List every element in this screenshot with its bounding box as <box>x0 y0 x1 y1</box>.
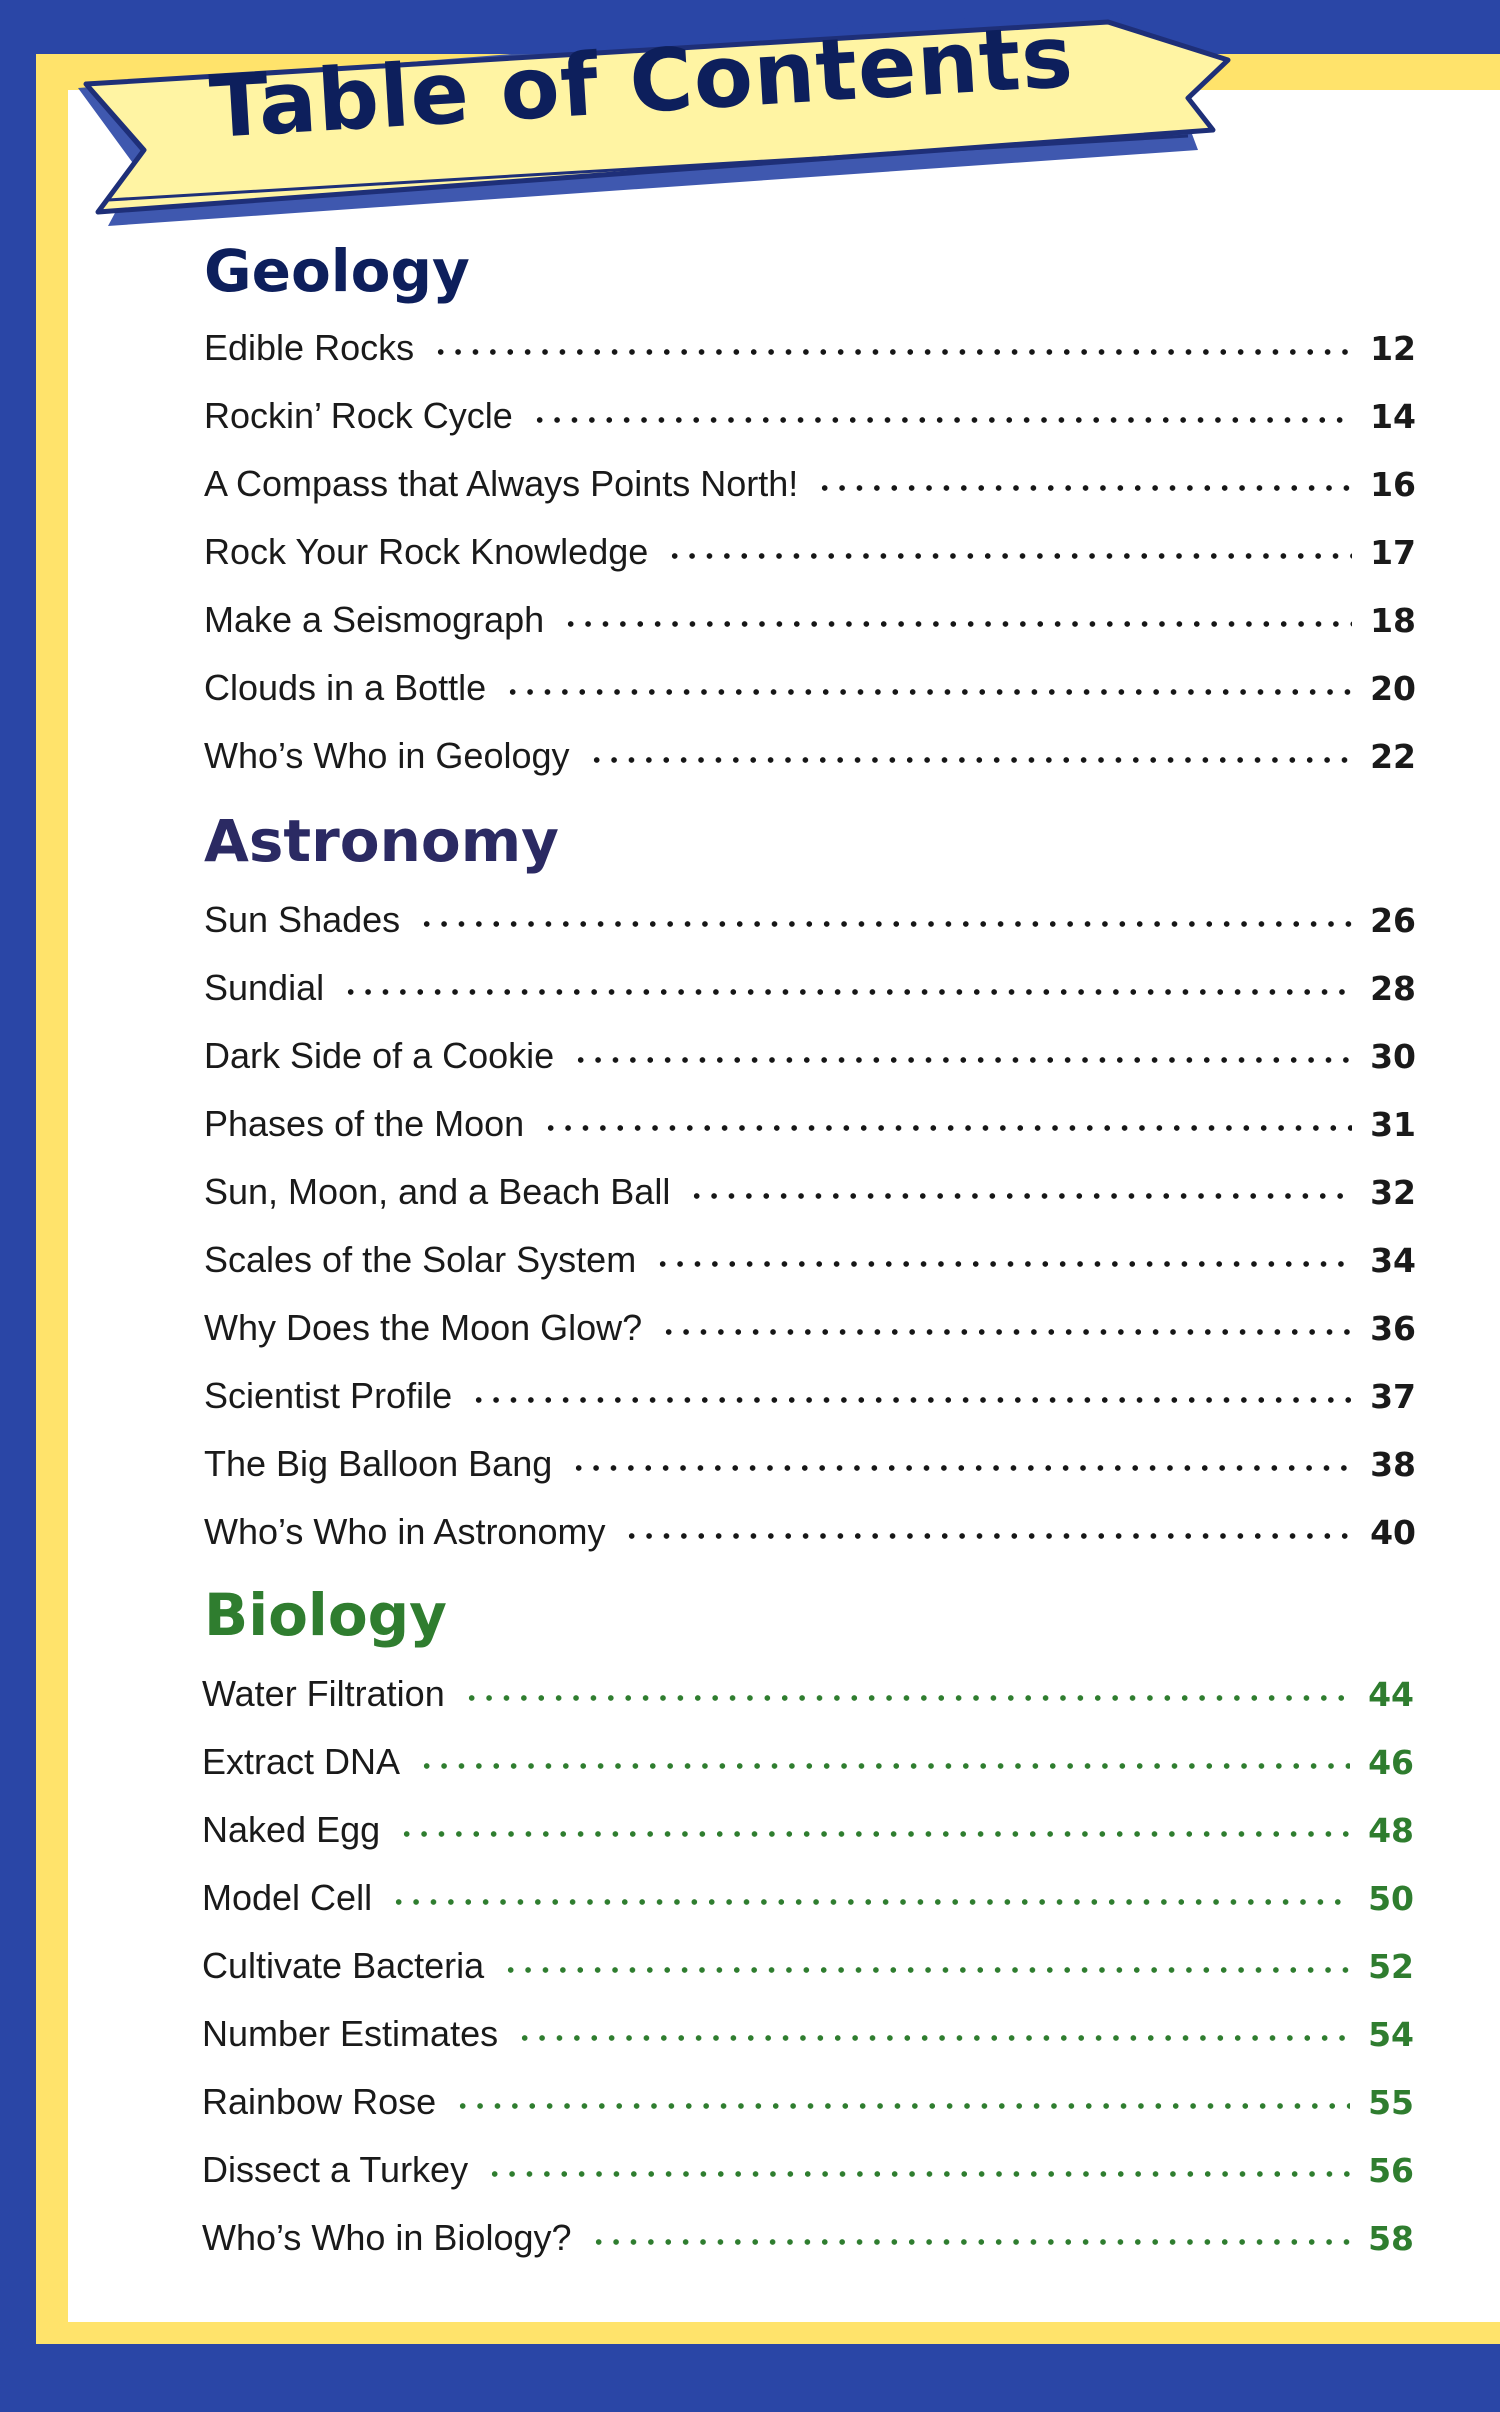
page-number: 28 <box>1370 968 1416 1008</box>
dot-leader <box>654 1261 1352 1267</box>
dot-leader <box>504 689 1352 695</box>
toc-entry[interactable] <box>204 1230 1416 1290</box>
entry-title: Who’s Who in Biology? <box>202 2217 572 2258</box>
entry-title: Extract DNA <box>202 1741 401 1782</box>
entry-title: Dissect a Turkey <box>202 2149 469 2190</box>
toc-entry[interactable] <box>202 1936 1414 1996</box>
page-number: 14 <box>1370 396 1416 436</box>
toc-entry[interactable] <box>202 2140 1414 2200</box>
entry-title: Rockin’ Rock Cycle <box>204 395 513 436</box>
toc-entry[interactable] <box>202 1732 1414 1792</box>
toc-entry[interactable] <box>204 318 1416 378</box>
dot-leader <box>342 989 1352 995</box>
entry-title: Cultivate Bacteria <box>202 1945 485 1986</box>
entry-title: Rock Your Rock Knowledge <box>204 531 649 572</box>
entry-title: Scientist Profile <box>204 1375 453 1416</box>
page-number: 36 <box>1370 1308 1416 1348</box>
dot-leader <box>470 1397 1352 1403</box>
toc-entry[interactable] <box>204 1094 1416 1154</box>
entry-title: Model Cell <box>202 1877 373 1918</box>
toc-entry[interactable] <box>204 1026 1416 1086</box>
dot-leader <box>486 2171 1350 2177</box>
page-number: 54 <box>1368 2014 1414 2054</box>
entry-title: Naked Egg <box>202 1809 381 1850</box>
toc-entry[interactable] <box>204 1434 1416 1494</box>
entry-title: Rainbow Rose <box>202 2081 437 2122</box>
page-number: 32 <box>1370 1172 1416 1212</box>
toc-entry[interactable] <box>204 590 1416 650</box>
entry-title: Scales of the Solar System <box>204 1239 637 1280</box>
page-number: 46 <box>1368 1742 1414 1782</box>
page-number: 38 <box>1370 1444 1416 1484</box>
page-number: 20 <box>1370 668 1416 708</box>
title-banner <box>68 0 1248 240</box>
toc-entry[interactable] <box>204 726 1416 786</box>
dot-leader <box>463 1695 1350 1701</box>
dot-leader <box>623 1533 1352 1539</box>
section-heading-geology: Geology <box>204 237 470 305</box>
toc-entry[interactable] <box>202 2072 1414 2132</box>
toc-entry[interactable] <box>204 658 1416 718</box>
toc-entry[interactable] <box>204 1162 1416 1222</box>
page-number: 37 <box>1370 1376 1416 1416</box>
page-number: 40 <box>1370 1512 1416 1552</box>
page-number: 31 <box>1370 1104 1416 1144</box>
entry-title: Make a Seismograph <box>204 599 545 640</box>
entry-title: Who’s Who in Geology <box>204 735 570 776</box>
dot-leader <box>688 1193 1352 1199</box>
toc-entry[interactable] <box>202 1868 1414 1928</box>
page-number: 48 <box>1368 1810 1414 1850</box>
dot-leader <box>570 1465 1352 1471</box>
entry-title: Dark Side of a Cookie <box>204 1035 555 1076</box>
toc-entry[interactable] <box>204 454 1416 514</box>
entry-title: Number Estimates <box>202 2013 499 2054</box>
page-number: 56 <box>1368 2150 1414 2190</box>
toc-entry[interactable] <box>202 2004 1414 2064</box>
page-number: 34 <box>1370 1240 1416 1280</box>
page-number: 22 <box>1370 736 1416 776</box>
entry-title: Clouds in a Bottle <box>204 667 487 708</box>
toc-entry[interactable] <box>204 1366 1416 1426</box>
dot-leader <box>502 1967 1350 1973</box>
toc-entry[interactable] <box>202 2208 1414 2268</box>
page-number: 18 <box>1370 600 1416 640</box>
dot-leader <box>418 1763 1350 1769</box>
dot-leader <box>588 757 1352 763</box>
toc-entry[interactable] <box>202 1664 1414 1724</box>
entry-title: Phases of the Moon <box>204 1103 525 1144</box>
dot-leader <box>572 1057 1352 1063</box>
dot-leader <box>390 1899 1350 1905</box>
page-number: 44 <box>1368 1674 1414 1714</box>
entry-title: The Big Balloon Bang <box>204 1443 553 1484</box>
toc-entry[interactable] <box>204 1502 1416 1562</box>
dot-leader <box>590 2239 1350 2245</box>
page-number: 17 <box>1370 532 1416 572</box>
entry-title: Sun, Moon, and a Beach Ball <box>204 1171 671 1212</box>
dot-leader <box>454 2103 1350 2109</box>
toc-entry[interactable] <box>202 1800 1414 1860</box>
entry-title: Edible Rocks <box>204 327 415 368</box>
dot-leader <box>418 921 1352 927</box>
dot-leader <box>516 2035 1350 2041</box>
toc-entry[interactable] <box>204 1298 1416 1358</box>
section-heading-astronomy: Astronomy <box>204 807 559 875</box>
toc-entry[interactable] <box>204 958 1416 1018</box>
toc-entry[interactable] <box>204 522 1416 582</box>
entry-title: Sundial <box>204 967 325 1008</box>
entry-title: Water Filtration <box>202 1673 445 1714</box>
page-title: Table of Contents <box>207 6 1077 159</box>
section-heading-biology: Biology <box>204 1581 447 1649</box>
entry-title: Why Does the Moon Glow? <box>204 1307 643 1348</box>
page-number: 55 <box>1368 2082 1414 2122</box>
toc-entry[interactable] <box>204 890 1416 950</box>
dot-leader <box>660 1329 1352 1335</box>
page-number: 50 <box>1368 1878 1414 1918</box>
dot-leader <box>542 1125 1352 1131</box>
dot-leader <box>562 621 1352 627</box>
dot-leader <box>432 349 1352 355</box>
dot-leader <box>666 553 1352 559</box>
page-number: 26 <box>1370 900 1416 940</box>
entry-title: Who’s Who in Astronomy <box>204 1511 606 1552</box>
page-number: 30 <box>1370 1036 1416 1076</box>
dot-leader <box>816 485 1352 491</box>
entry-title: A Compass that Always Points North! <box>204 463 799 504</box>
page-number: 52 <box>1368 1946 1414 1986</box>
page-number: 58 <box>1368 2218 1414 2258</box>
entry-title: Sun Shades <box>204 899 401 940</box>
dot-leader <box>531 417 1352 423</box>
toc-entry[interactable] <box>204 386 1416 446</box>
dot-leader <box>398 1831 1350 1837</box>
page-number: 12 <box>1370 328 1416 368</box>
page-number: 16 <box>1370 464 1416 504</box>
